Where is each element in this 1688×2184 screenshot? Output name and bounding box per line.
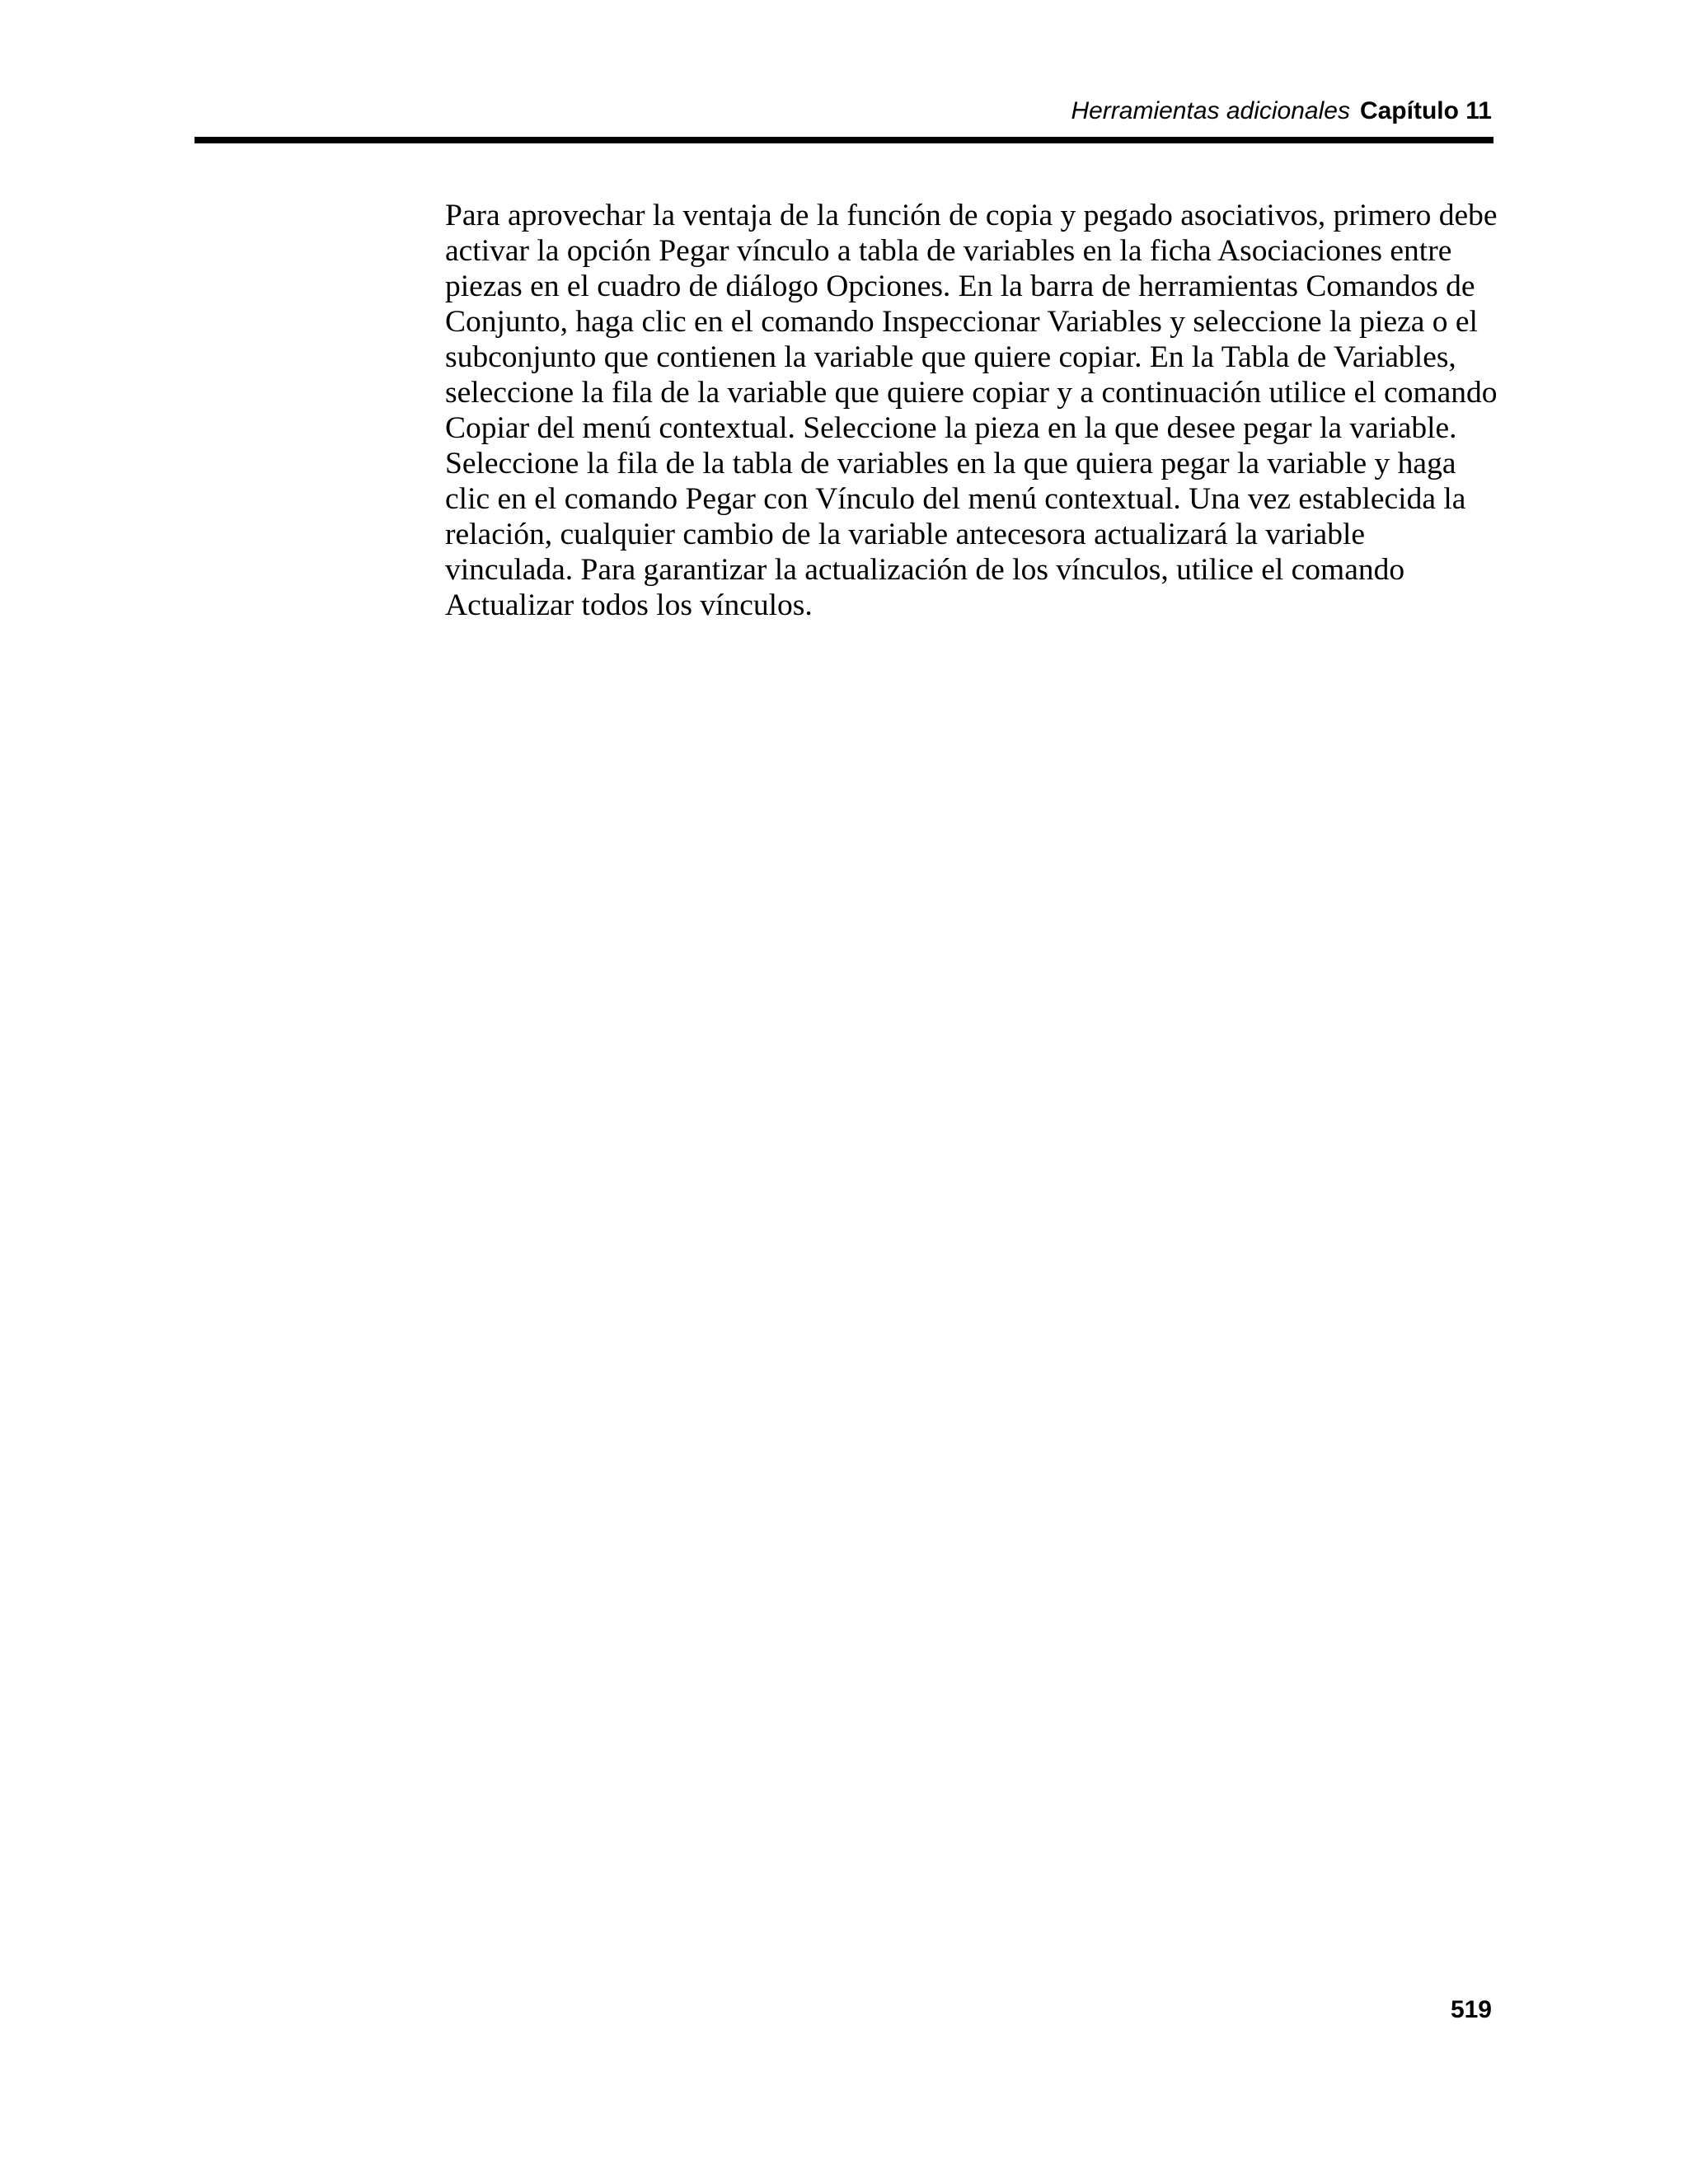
paragraph-line: subconjunto que contienen la variable que quiere copiar. En la Tabla de Variables, <box>445 340 1456 374</box>
paragraph-line: piezas en el cuadro de diálogo Opciones. En la barra de herramientas Comandos de <box>445 269 1475 303</box>
running-header <box>1071 97 1492 125</box>
paragraph-line: Actualizar todos los vínculos. <box>445 588 813 622</box>
paragraph-line: Seleccione la fila de la tabla de variables en la que quiera pegar la variable y haga <box>445 447 1456 480</box>
paragraph-line: clic en el comando Pegar con Vínculo del menú contextual. Una vez establecida la <box>445 482 1466 516</box>
header-chapter-label: Capítulo 11 <box>1359 97 1492 124</box>
body-paragraph <box>445 198 1498 623</box>
paragraph-line: seleccione la fila de la variable que quiere copiar y a continuación utilice el comando <box>445 376 1498 410</box>
page-number: 519 <box>1450 1996 1492 2023</box>
paragraph-line: vinculada. Para garantizar la actualización de los vínculos, utilice el comando <box>445 553 1405 587</box>
paragraph-line: Copiar del menú contextual. Seleccione la pieza en la que desee pegar la variable. <box>445 411 1457 445</box>
header-section-title: Herramientas adicionales <box>1071 97 1350 124</box>
paragraph-line: Conjunto, haga clic en el comando Inspeccionar Variables y seleccione la pieza o el <box>445 305 1478 339</box>
paragraph-line: Para aprovechar la ventaja de la función de copia y pegado asociativos, primero debe <box>445 199 1498 232</box>
paragraph-line: activar la opción Pegar vínculo a tabla de variables en la ficha Asociaciones entre <box>445 234 1452 268</box>
header-rule <box>195 137 1493 143</box>
paragraph-line: relación, cualquier cambio de la variable antecesora actualizará la variable <box>445 518 1366 551</box>
